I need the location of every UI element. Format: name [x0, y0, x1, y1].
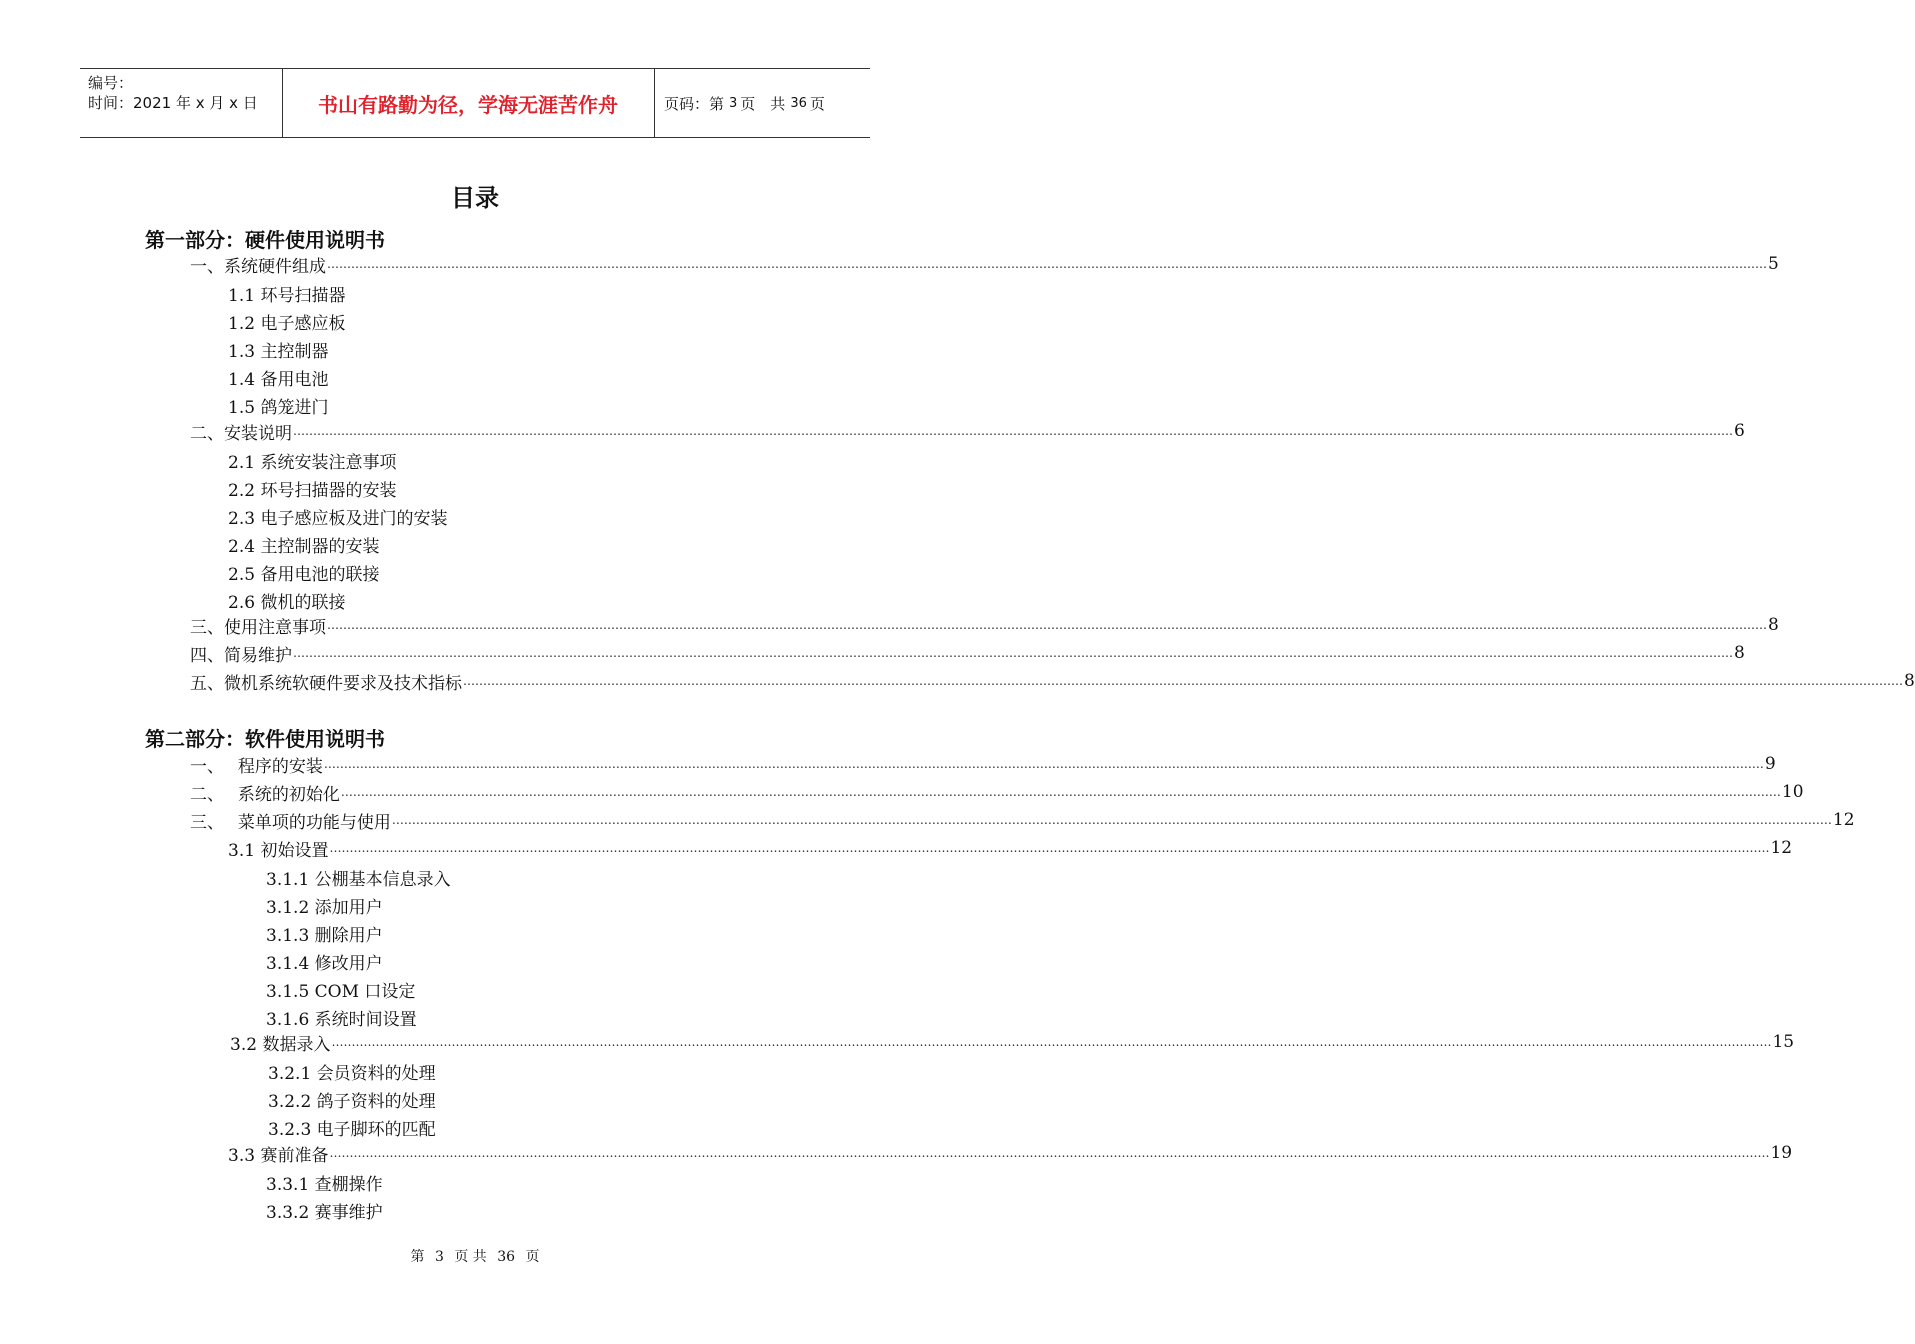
footer-mid: 页 共 — [454, 1249, 487, 1265]
page-title: 目录 — [451, 184, 499, 212]
page-total: 36 — [790, 95, 807, 111]
toc-entry-page: 8 — [1768, 615, 1779, 635]
toc-entry[interactable] — [190, 779, 1804, 805]
part-heading: 第一部分：硬件使用说明书 — [145, 228, 385, 252]
header-meta — [88, 73, 258, 113]
toc-entry-label: 三、 菜单项的功能与使用 — [190, 812, 391, 833]
toc-subentry[interactable]: 2.2 环号扫描器的安装 — [228, 481, 397, 501]
toc-subentry[interactable]: 1.4 备用电池 — [228, 370, 329, 390]
toc-entry[interactable] — [228, 1140, 1793, 1166]
footer-prefix: 第 — [410, 1249, 425, 1265]
toc-leader: ……………………………………………………………………………………………………………………………………………………………………………………………………………………………………………………………………………………………………………………………… — [329, 1146, 1770, 1160]
toc-entry-page: 10 — [1781, 782, 1804, 802]
toc-leader: ……………………………………………………………………………………………………………………………………………………………………………………………………………………………………………………………………………………………………………………………… — [293, 424, 1733, 438]
page-suffix: 页 — [809, 94, 825, 113]
footer-current-page: 3 — [434, 1249, 444, 1265]
toc-entry-label: 一、 程序的安装 — [190, 756, 323, 777]
part-heading: 第二部分：软件使用说明书 — [145, 727, 385, 751]
toc-subentry[interactable]: 3.1.5 COM 口设定 — [266, 982, 416, 1002]
toc-subentry[interactable]: 2.4 主控制器的安装 — [228, 537, 380, 557]
toc-subentry[interactable]: 3.1.2 添加用户 — [266, 898, 383, 918]
toc-subentry[interactable]: 3.1.6 系统时间设置 — [266, 1010, 417, 1030]
toc-entry-label: 3.1 初始设置 — [228, 840, 329, 861]
toc-entry-label: 五、微机系统软硬件要求及技术指标 — [190, 673, 462, 694]
toc-leader: ……………………………………………………………………………………………………………………………………………………………………………………………………………………………………………………………………………………………………………………………… — [463, 674, 1903, 688]
toc-subentry[interactable]: 1.3 主控制器 — [228, 342, 329, 362]
header-divider — [654, 69, 655, 137]
toc-subentry[interactable]: 3.3.2 赛事维护 — [266, 1203, 383, 1223]
footer-suffix: 页 — [525, 1249, 540, 1265]
toc-subentry[interactable]: 3.1.3 删除用户 — [266, 926, 383, 946]
toc-subentry[interactable]: 3.1.1 公棚基本信息录入 — [266, 870, 451, 890]
toc-entry-page: 8 — [1904, 671, 1915, 691]
toc-entry-page: 8 — [1734, 643, 1745, 663]
toc-subentry[interactable]: 3.2.3 电子脚环的匹配 — [268, 1120, 436, 1140]
page-header — [80, 68, 870, 138]
toc-entry[interactable] — [190, 612, 1779, 638]
toc-subentry[interactable]: 2.5 备用电池的联接 — [228, 565, 380, 585]
toc-entry-page: 15 — [1772, 1032, 1795, 1052]
toc-entry[interactable] — [190, 251, 1779, 277]
toc-entry[interactable] — [230, 1029, 1795, 1055]
toc-entry-label: 二、 系统的初始化 — [190, 784, 340, 805]
toc-subentry[interactable]: 2.6 微机的联接 — [228, 593, 346, 613]
toc-entry-label: 3.2 数据录入 — [230, 1034, 331, 1055]
toc-leader: ……………………………………………………………………………………………………………………………………………………………………………………………………………………………………………………………………………………………………………………………… — [323, 757, 1764, 771]
toc-leader: ……………………………………………………………………………………………………………………………………………………………………………………………………………………………………………………………………………………………………………………………… — [293, 646, 1733, 660]
toc-entry[interactable] — [190, 751, 1776, 777]
toc-subentry[interactable]: 2.3 电子感应板及进门的安装 — [228, 509, 448, 529]
page-mid: 页 共 — [740, 94, 786, 113]
page-current: 3 — [729, 95, 738, 111]
toc-entry-label: 一、系统硬件组成 — [190, 256, 326, 277]
header-page-indicator — [664, 69, 827, 137]
document-date: 时间：2021 年 x 月 x 日 — [88, 94, 258, 112]
toc-leader: ……………………………………………………………………………………………………………………………………………………………………………………………………………………………………………………………………………………………………………………………… — [391, 813, 1832, 827]
toc-subentry[interactable]: 1.2 电子感应板 — [228, 314, 346, 334]
toc-entry-page: 6 — [1734, 421, 1745, 441]
footer-total-pages: 36 — [497, 1249, 516, 1265]
toc-subentry[interactable]: 3.2.1 会员资料的处理 — [268, 1064, 436, 1084]
toc-leader: ……………………………………………………………………………………………………………………………………………………………………………………………………………………………………………………………………………………………………………………………… — [340, 785, 1781, 799]
page-footer — [0, 1246, 950, 1266]
toc-entry-page: 9 — [1764, 754, 1776, 774]
toc-subentry[interactable]: 3.1.4 修改用户 — [266, 954, 383, 974]
toc-entry-label: 四、简易维护 — [190, 645, 292, 666]
toc-entry[interactable] — [190, 640, 1745, 666]
toc-entry-page: 19 — [1770, 1143, 1793, 1163]
toc-entry-page: 12 — [1832, 810, 1855, 830]
toc-entry[interactable] — [190, 668, 1915, 694]
page-prefix: 页码：第 — [664, 94, 725, 113]
toc-entry[interactable] — [228, 835, 1793, 861]
toc-subentry[interactable]: 3.3.1 查棚操作 — [266, 1175, 383, 1195]
toc-leader: ……………………………………………………………………………………………………………………………………………………………………………………………………………………………………………………………………………………………………………………………… — [327, 257, 1767, 271]
toc-entry-page: 5 — [1768, 254, 1779, 274]
toc-leader: ……………………………………………………………………………………………………………………………………………………………………………………………………………………………………………………………………………………………………………………………… — [331, 1035, 1772, 1049]
toc-subentry[interactable]: 2.1 系统安装注意事项 — [228, 453, 397, 473]
toc-entry-label: 3.3 赛前准备 — [228, 1145, 329, 1166]
toc-subentry[interactable]: 3.2.2 鸽子资料的处理 — [268, 1092, 436, 1112]
document-number-label: 编号： — [88, 74, 134, 92]
header-motto: 书山有路勤为径，学海无涯苦作舟 — [318, 92, 618, 117]
toc-subentry[interactable]: 1.1 环号扫描器 — [228, 286, 346, 306]
toc-entry[interactable] — [190, 807, 1855, 833]
toc-entry-label: 二、安装说明 — [190, 423, 292, 444]
toc-entry[interactable] — [190, 418, 1745, 444]
toc-entry-page: 12 — [1770, 838, 1793, 858]
toc-leader: ……………………………………………………………………………………………………………………………………………………………………………………………………………………………………………………………………………………………………………………………… — [329, 841, 1770, 855]
toc-entry-label: 三、使用注意事项 — [190, 617, 326, 638]
toc-leader: ……………………………………………………………………………………………………………………………………………………………………………………………………………………………………………………………………………………………………………………………… — [327, 618, 1767, 632]
toc-subentry[interactable]: 1.5 鸽笼进门 — [228, 398, 329, 418]
